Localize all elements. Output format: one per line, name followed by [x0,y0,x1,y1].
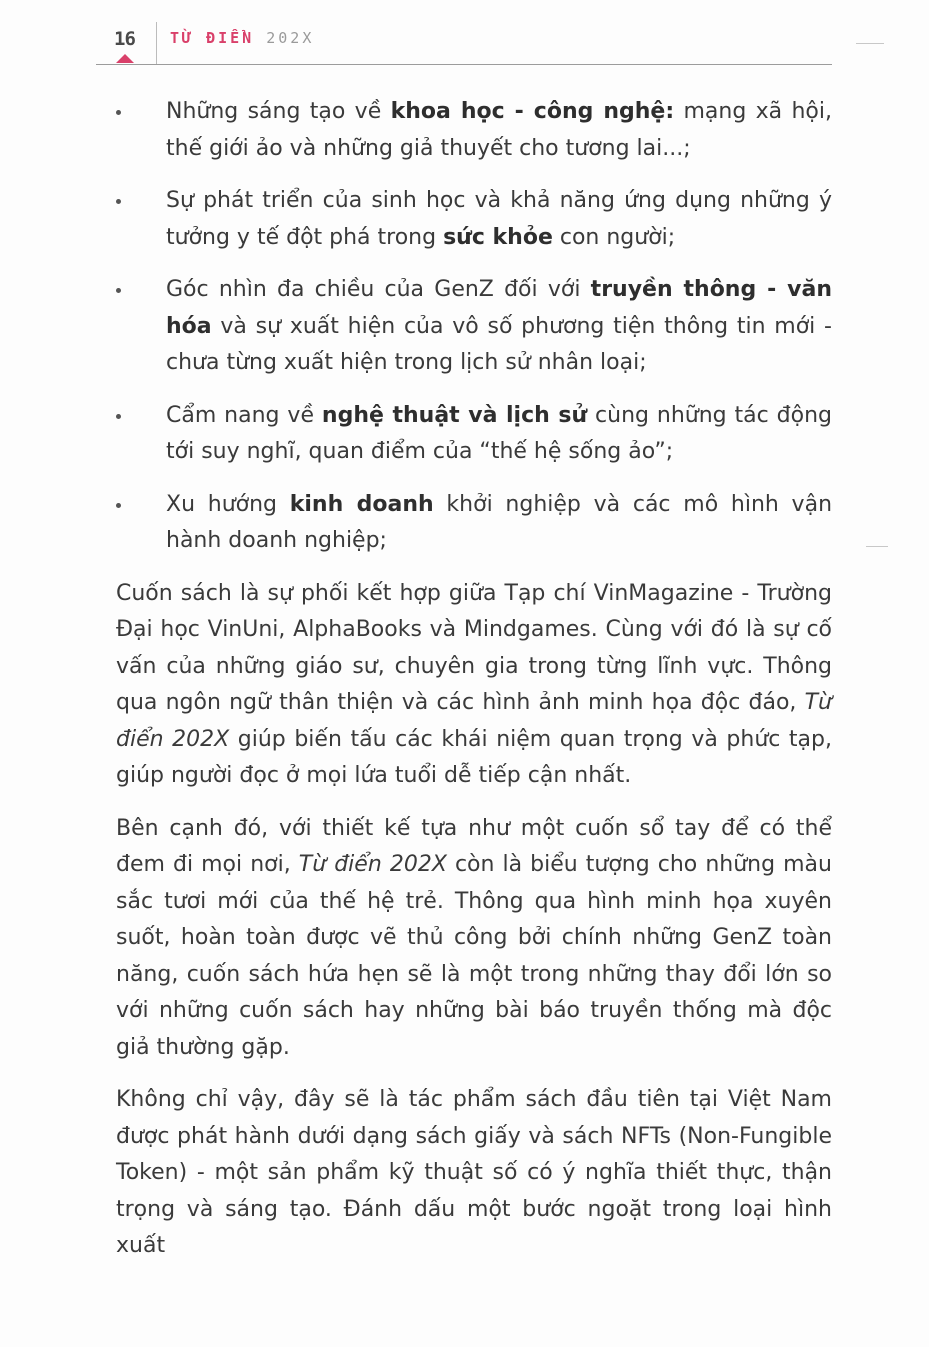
list-item-bold: nghệ thuật và lịch sử [321,402,588,428]
list-item-text-before: Góc nhìn đa chiều của GenZ đối với [166,277,591,302]
edge-mark-middle [866,546,888,547]
list-item-bold: kinh doanh [289,491,434,517]
list-item-bold: khoa học - công nghệ: [390,99,675,124]
running-title [170,29,314,47]
list-item-bold: truyền thông - văn hóa [166,277,832,339]
bullet-icon [116,414,121,419]
edge-mark-top [856,43,884,44]
list-item-text-before: Xu hướng [166,491,290,517]
paragraph-text: Không chỉ vậy, đây sẽ là tác phẩm sách đầu tiên tại Việt Nam được phát hành dưới dạng sách giấy và sách NFTs (Non-Fungible Token) - một sản phẩm kỹ thuật số có ý nghĩa thiết thực, thận trọng và sáng tạo. Đánh dấu một bước ngoặt trong loại hình xuất [116,1087,832,1258]
paragraph-text: Cuốn sách là sự phối kết hợp giữa Tạp chí VinMagazine - Trường Đại học VinUni, AlphaBooks và Mindgames. Cùng với đó là sự cố vấn của những giáo sư, chuyên gia trong từng lĩnh vực. Thông qua ngôn ngữ thân thiện và các hình ảnh minh họa độc đáo, [116,580,832,715]
page-body [116,94,832,1281]
list-item [116,272,832,382]
paragraph-text: còn là biểu tượng cho những màu sắc tươi mới của thế hệ trẻ. Thông qua hình minh họa xuyên suốt, hoàn toàn được vẽ thủ công bởi chính những GenZ toàn năng, cuốn sách hứa hẹn sẽ là một trong những thay đổi lớn so với những cuốn sách hay những bài báo truyền thống mà độc giả thường gặp. [116,852,832,1060]
paragraph-collaboration [116,576,832,795]
list-item-text-after: khởi nghiệp và các mô hình vận hành doanh nghiệp; [166,491,833,553]
list-item-text-before: Những sáng tạo về [166,99,391,124]
running-title-strong: TỪ ĐIỂN [170,29,255,47]
list-item-text-after: và sự xuất hiện của vô số phương tiện thông tin mới - chưa từng xuất hiện trong lịch sử nhân loại; [166,313,832,375]
bullet-icon [116,199,121,204]
page-number-marker-icon [116,54,134,63]
paragraph-text: giúp biến tấu các khái niệm quan trọng và phức tạp, giúp người đọc ở mọi lứa tuổi dễ tiếp cận nhất. [116,726,832,788]
list-item-text-after: cùng những tác động tới suy nghĩ, quan điểm của “thế hệ sống ảo”; [166,402,833,464]
topic-list [116,94,832,560]
list-item-bold: sức khỏe [443,224,553,250]
list-item-text-after: mạng xã hội, thế giới ảo và những giả thuyết cho tương lai...; [166,99,832,161]
list-item-text-after: con người; [552,224,676,250]
book-title-italic: Từ điển 202X [116,690,832,752]
paragraph-text: Bên cạnh đó, với thiết kế tựa như một cuốn sổ tay để có thể đem đi mọi nơi, [116,815,832,877]
book-title-italic: Từ điển 202X [298,852,447,877]
list-item [116,487,832,560]
list-item-text-before: Cẩm nang về [166,402,322,428]
list-item-text-before: Sự phát triển của sinh học và khả năng ứng dụng những ý tưởng y tế đột phá trong [166,188,832,250]
header-rule [96,64,832,65]
list-item [116,183,832,256]
page-header [96,20,832,66]
list-item [116,398,832,471]
paragraph-nft [116,1082,832,1265]
header-divider [156,22,157,64]
bullet-icon [116,110,121,115]
bullet-icon [116,288,121,293]
paragraph-design [116,811,832,1067]
page-number: 16 [114,28,135,50]
list-item [116,94,832,167]
running-title-light: 202X [266,29,315,47]
bullet-icon [116,503,121,508]
